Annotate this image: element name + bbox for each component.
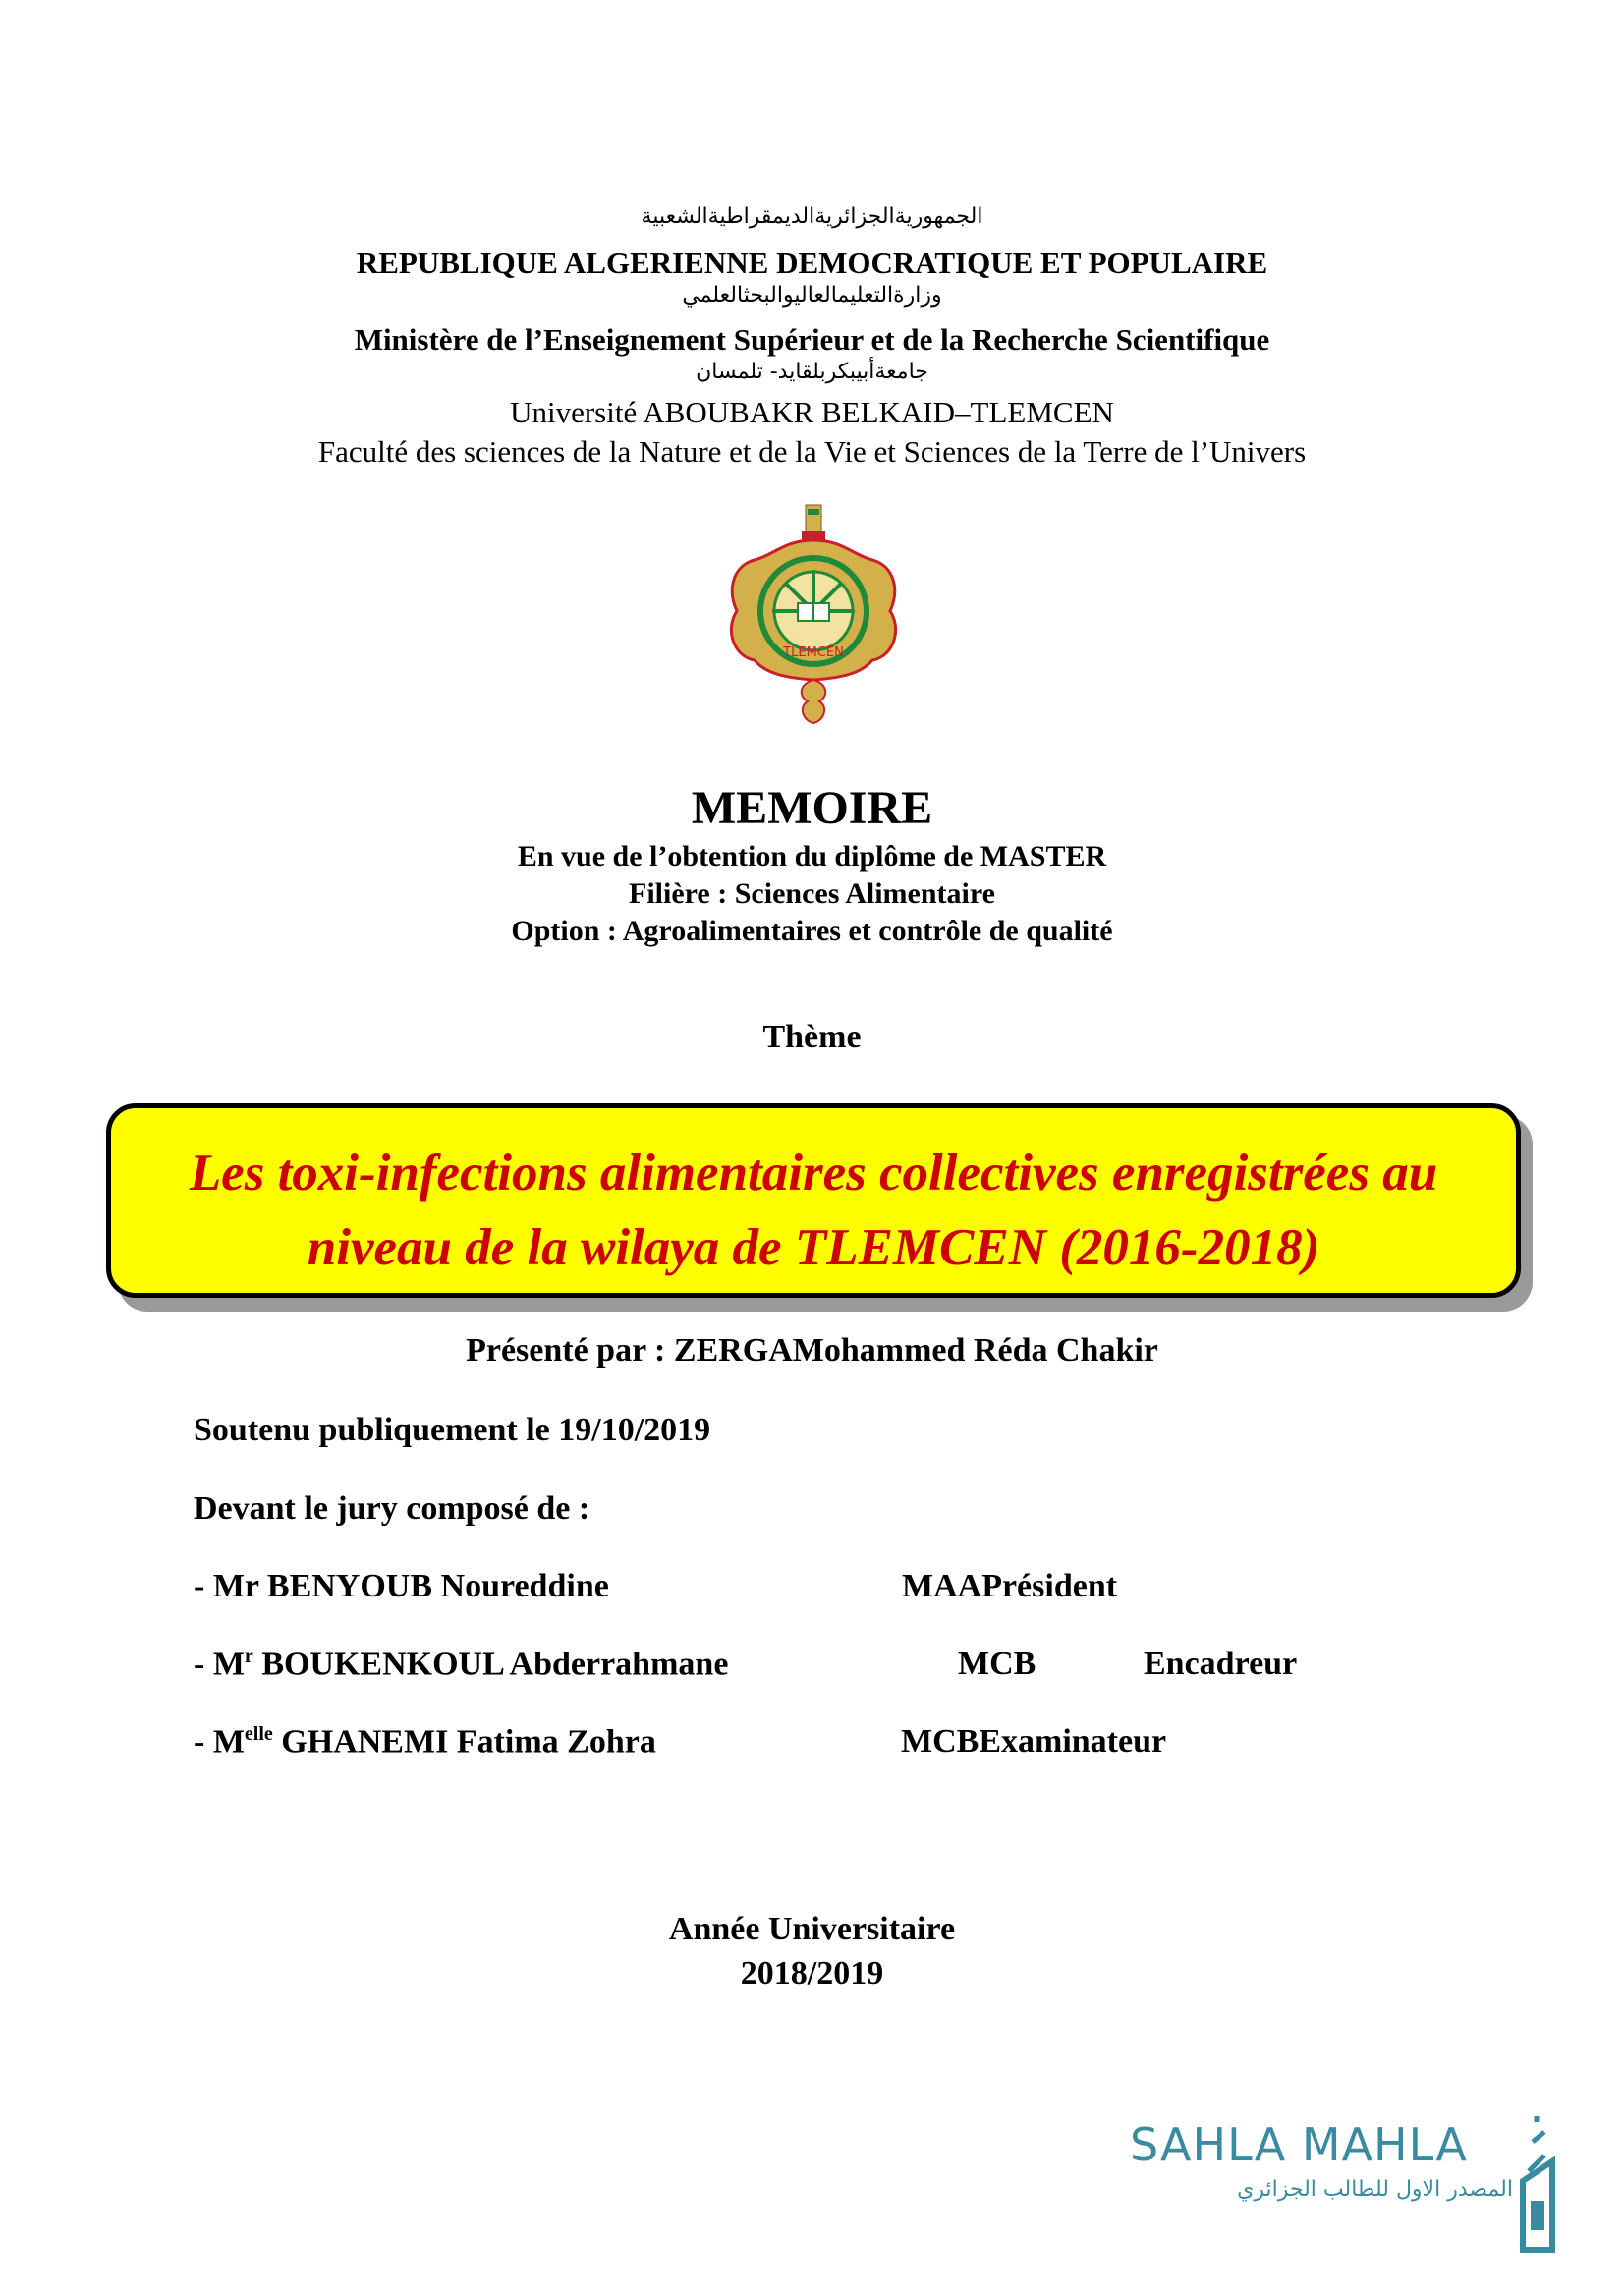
calligraphy-icon — [1515, 2112, 1560, 2260]
arabic-university: جامعةأبيبكربلقايد- تلمسان — [696, 360, 928, 384]
logo-text: TLEMCEN — [783, 645, 844, 660]
watermark-tagline: المصدر الاول للطالب الجزائري — [1237, 2177, 1513, 2202]
memoire-option: Option : Agroalimentaires et contrôle de qualité — [511, 915, 1113, 947]
academic-year-label: Année Universitaire — [668, 1911, 956, 1947]
watermark-name: SAHLA MAHLA — [1130, 2118, 1468, 2171]
arabic-republic: الجمهوريةالجزائريةالديمقراطيةالشعبية — [641, 204, 983, 229]
republic-title: REPUBLIQUE ALGERIENNE DEMOCRATIQUE ET POPULAIRE — [356, 246, 1268, 280]
jury-member-2-role: Encadreur — [1144, 1646, 1298, 1682]
arabic-ministry: وزارةالتعليمالعاليوالبحثالعلمي — [682, 283, 942, 308]
theme-title-line-1: Les toxi-infections alimentaires collectives enregistrées au — [189, 1145, 1438, 1202]
ministry-title: Ministère de l’Enseignement Supérieur et de la Recherche Scientifique — [354, 322, 1270, 357]
university-emblem-icon — [725, 501, 902, 727]
faculty-name: Faculté des sciences de la Nature et de la Vie et Sciences de la Terre de l’Univers — [317, 434, 1307, 469]
jury-member-1-name: - Mr BENYOUB Noureddine — [194, 1568, 609, 1604]
memoire-field: Filière : Sciences Alimentaire — [629, 877, 995, 910]
theme-title — [111, 1136, 1516, 1285]
defense-date: Soutenu publiquement le 19/10/2019 — [194, 1412, 711, 1448]
memoire-degree: En vue de l’obtention du diplôme de MASTER — [517, 840, 1107, 872]
theme-box — [106, 1103, 1521, 1298]
sahla-mahla-watermark — [1130, 2112, 1562, 2260]
jury-intro: Devant le jury composé de : — [194, 1490, 590, 1527]
memoire-title: MEMOIRE — [691, 782, 933, 834]
jury-member-1-grade-role: MAAPrésident — [902, 1568, 1118, 1604]
academic-year-value: 2018/2019 — [740, 1955, 884, 1991]
jury-member-3-grade-role: MCBExaminateur — [901, 1723, 1167, 1760]
university-name: Université ABOUBAKR BELKAID–TLEMCEN — [510, 395, 1114, 429]
jury-member-2-grade: MCB — [958, 1646, 1036, 1682]
theme-title-line-2: niveau de la wilaya de TLEMCEN (2016-2018) — [307, 1219, 1320, 1276]
theme-label: Thème — [762, 1019, 862, 1055]
jury-member-2-name: - $M^r$ BOUKENKOUL Abderrahmane — [194, 1646, 729, 1683]
jury-member-3-name: - $M^{elle}$ GHANEMI Fatima Zohra — [194, 1723, 656, 1761]
presented-by: Présenté par : ZERGAMohammed Réda Chakir — [466, 1332, 1158, 1369]
